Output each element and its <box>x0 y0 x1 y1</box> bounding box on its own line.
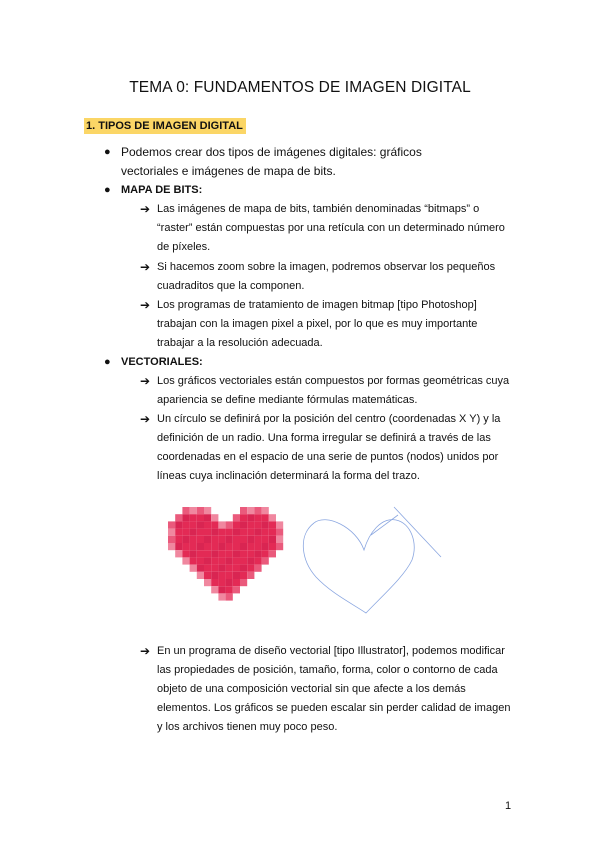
heart-pixel <box>240 565 247 572</box>
heart-pixel <box>240 579 247 586</box>
heart-pixel <box>247 514 254 521</box>
heart-pixel <box>226 529 233 536</box>
heart-pixel <box>254 565 261 572</box>
heart-pixel <box>240 514 247 521</box>
heart-pixel <box>276 543 283 550</box>
heart-pixel <box>197 521 204 528</box>
heart-pixel <box>182 514 189 521</box>
heart-pixel <box>254 536 261 543</box>
heart-pixel <box>218 565 225 572</box>
heart-pixel <box>182 507 189 514</box>
heart-pixel <box>204 572 211 579</box>
heart-pixel <box>204 579 211 586</box>
heart-pixel <box>168 536 175 543</box>
heart-pixel <box>175 514 182 521</box>
heart-pixel <box>190 521 197 528</box>
bitmap-item-text: Si hacemos zoom sobre la imagen, podremos observar los pequeños cuadraditos que la componen. <box>157 261 496 292</box>
heart-pixel <box>218 543 225 550</box>
heart-pixel <box>197 536 204 543</box>
heart-pixel <box>240 536 247 543</box>
heart-pixel <box>247 572 254 579</box>
heart-pixel <box>226 521 233 528</box>
heart-pixel <box>226 593 233 600</box>
vector-item-1 <box>140 372 530 412</box>
heart-pixel <box>197 565 204 572</box>
heart-pixel <box>175 536 182 543</box>
heart-pixel <box>226 565 233 572</box>
hearts-illustration <box>166 505 446 625</box>
bullet-vector-heading <box>104 353 504 373</box>
heart-pixel <box>262 543 269 550</box>
heart-pixel <box>262 521 269 528</box>
page-number: 1 <box>505 800 512 812</box>
heart-pixel <box>218 593 225 600</box>
heart-pixel <box>226 543 233 550</box>
heart-pixel <box>247 507 254 514</box>
heart-pixel <box>262 557 269 564</box>
heart-pixel <box>247 536 254 543</box>
heart-pixel <box>233 521 240 528</box>
heart-pixel <box>197 557 204 564</box>
heart-pixel <box>233 529 240 536</box>
heart-pixel <box>240 543 247 550</box>
heart-pixel <box>211 514 218 521</box>
heart-pixel <box>218 529 225 536</box>
bitmap-heading-text: MAPA DE BITS: <box>121 184 203 196</box>
heart-pixel <box>240 572 247 579</box>
heart-pixel <box>218 579 225 586</box>
heart-pixel <box>197 514 204 521</box>
heart-pixel <box>204 529 211 536</box>
heart-pixel <box>190 529 197 536</box>
page-title: TEMA 0: FUNDAMENTOS DE IMAGEN DIGITAL <box>129 79 471 96</box>
bullet-dot: ● <box>104 184 111 196</box>
bitmap-item-1 <box>140 200 530 260</box>
heart-pixel <box>233 543 240 550</box>
pixel-heart-image <box>168 507 283 601</box>
heart-pixel <box>190 565 197 572</box>
heart-pixel <box>204 507 211 514</box>
heart-pixel <box>276 529 283 536</box>
bullet-dot: ● <box>104 356 111 368</box>
bitmap-item-text: Los programas de tratamiento de imagen bitmap [tipo Photoshop] trabajan con la imagen pixel a pixel, por lo que es muy importante trabajar a la resolución adecuada. <box>157 299 478 349</box>
heart-pixel <box>182 521 189 528</box>
heart-pixel <box>240 550 247 557</box>
vector-item-text: Los gráficos vectoriales están compuestos por formas geométricas cuya apariencia se define mediante fórmulas matemáticas. <box>157 375 510 406</box>
vector-item-text: En un programa de diseño vectorial [tipo Illustrator], podemos modificar las propiedades de posición, tamaño, forma, color o contorno de cada objeto de una composición vectorial sin que afecte a los demás elementos. Los gráficos se pueden escalar sin perder calidad de imagen y los archivos tienen muy poco peso. <box>157 645 511 733</box>
heart-pixel <box>233 579 240 586</box>
heart-pixel <box>190 557 197 564</box>
heart-pixel <box>175 543 182 550</box>
heart-pixel <box>269 514 276 521</box>
heart-pixel <box>269 529 276 536</box>
heart-pixel <box>175 529 182 536</box>
heart-pixel <box>182 550 189 557</box>
bullet-bitmap-heading <box>104 181 504 201</box>
heart-pixel <box>182 557 189 564</box>
heart-pixel <box>262 529 269 536</box>
heart-pixel <box>262 514 269 521</box>
heart-pixel <box>211 586 218 593</box>
heart-pixel <box>233 514 240 521</box>
heart-pixel <box>226 536 233 543</box>
bitmap-item-3 <box>140 296 530 356</box>
heart-pixel <box>254 557 261 564</box>
heart-pixel <box>218 572 225 579</box>
section-heading: 1. TIPOS DE IMAGEN DIGITAL <box>84 118 246 134</box>
heart-pixel <box>233 536 240 543</box>
heart-pixel <box>197 550 204 557</box>
heart-pixel <box>233 557 240 564</box>
heart-pixel <box>204 565 211 572</box>
heart-pixel <box>211 543 218 550</box>
heart-pixel <box>190 507 197 514</box>
heart-pixel <box>254 507 261 514</box>
heart-pixel <box>254 521 261 528</box>
heart-pixel <box>254 529 261 536</box>
heart-pixel <box>190 514 197 521</box>
heart-pixel <box>211 521 218 528</box>
heart-pixel <box>218 550 225 557</box>
heart-pixel <box>247 550 254 557</box>
vector-heart-image <box>303 507 441 613</box>
heart-pixel <box>204 557 211 564</box>
heart-pixel <box>218 536 225 543</box>
heart-pixel <box>218 557 225 564</box>
heart-pixel <box>182 536 189 543</box>
arrow-icon: ➔ <box>140 202 151 216</box>
heart-pixel <box>211 565 218 572</box>
heart-pixel <box>218 586 225 593</box>
heart-pixel <box>233 565 240 572</box>
bullet-intro <box>104 143 504 183</box>
bitmap-item-2 <box>140 258 530 298</box>
heart-pixel <box>233 572 240 579</box>
arrow-icon: ➔ <box>140 298 151 312</box>
heart-pixel <box>262 507 269 514</box>
arrow-icon: ➔ <box>140 374 151 388</box>
heart-pixel <box>276 521 283 528</box>
heart-pixel <box>226 586 233 593</box>
heart-pixel <box>197 529 204 536</box>
heart-pixel <box>233 586 240 593</box>
heart-pixel <box>168 543 175 550</box>
heart-pixel <box>240 557 247 564</box>
heart-pixel <box>254 543 261 550</box>
vector-item-3 <box>140 642 530 742</box>
heart-pixel <box>226 579 233 586</box>
heart-pixel <box>204 521 211 528</box>
heart-pixel <box>190 543 197 550</box>
heart-pixel <box>197 507 204 514</box>
arrow-icon: ➔ <box>140 260 151 274</box>
heart-pixel <box>240 507 247 514</box>
heart-pixel <box>247 521 254 528</box>
heart-pixel <box>211 579 218 586</box>
heart-pixel <box>233 550 240 557</box>
heart-pixel <box>247 543 254 550</box>
heart-pixel <box>276 536 283 543</box>
bitmap-item-text: Las imágenes de mapa de bits, también denominadas “bitmaps” o “raster” están compuestas por una retícula con un determinado número de píxeles. <box>157 203 505 253</box>
heart-pixel <box>204 550 211 557</box>
heart-pixel <box>262 550 269 557</box>
heart-pixel <box>197 543 204 550</box>
heart-pixel <box>226 557 233 564</box>
heart-pixel <box>182 543 189 550</box>
bullet-dot: ● <box>104 146 111 158</box>
heart-pixel <box>211 550 218 557</box>
heart-pixel <box>168 529 175 536</box>
heart-pixel <box>226 550 233 557</box>
heart-pixel <box>240 521 247 528</box>
heart-pixel <box>204 536 211 543</box>
heart-pixel <box>175 521 182 528</box>
bullet-intro-text: Podemos crear dos tipos de imágenes digitales: gráficos vectoriales e imágenes de mapa de bits. <box>121 145 422 178</box>
heart-pixel <box>254 514 261 521</box>
heart-pixel <box>204 514 211 521</box>
heart-pixel <box>211 529 218 536</box>
vector-item-2 <box>140 410 530 490</box>
heart-pixel <box>226 572 233 579</box>
heart-pixel <box>269 521 276 528</box>
heart-pixel <box>190 550 197 557</box>
arrow-icon: ➔ <box>140 412 151 426</box>
heart-pixel <box>211 557 218 564</box>
heart-pixel <box>197 572 204 579</box>
heart-pixel <box>247 565 254 572</box>
heart-pixel <box>175 550 182 557</box>
heart-pixel <box>211 572 218 579</box>
heart-pixel <box>218 521 225 528</box>
heart-pixel <box>254 550 261 557</box>
arrow-icon: ➔ <box>140 644 151 658</box>
heart-pixel <box>182 529 189 536</box>
heart-pixel <box>269 536 276 543</box>
heart-pixel <box>247 529 254 536</box>
heart-pixel <box>190 536 197 543</box>
heart-pixel <box>211 536 218 543</box>
heart-pixel <box>262 536 269 543</box>
heart-pixel <box>247 557 254 564</box>
heart-pixel <box>204 543 211 550</box>
heart-pixel <box>168 521 175 528</box>
heart-pixel <box>269 550 276 557</box>
vector-item-text: Un círculo se definirá por la posición del centro (coordenadas X Y) y la definición de un radio. Una forma irregular se definirá a través de las coordenadas en el espacio de una serie de puntos (nodos) unidos por líneas cuya inclinación determinará la forma del trazo. <box>157 413 501 482</box>
vector-heading-text: VECTORIALES: <box>121 356 203 368</box>
heart-pixel <box>269 543 276 550</box>
heart-pixel <box>240 529 247 536</box>
